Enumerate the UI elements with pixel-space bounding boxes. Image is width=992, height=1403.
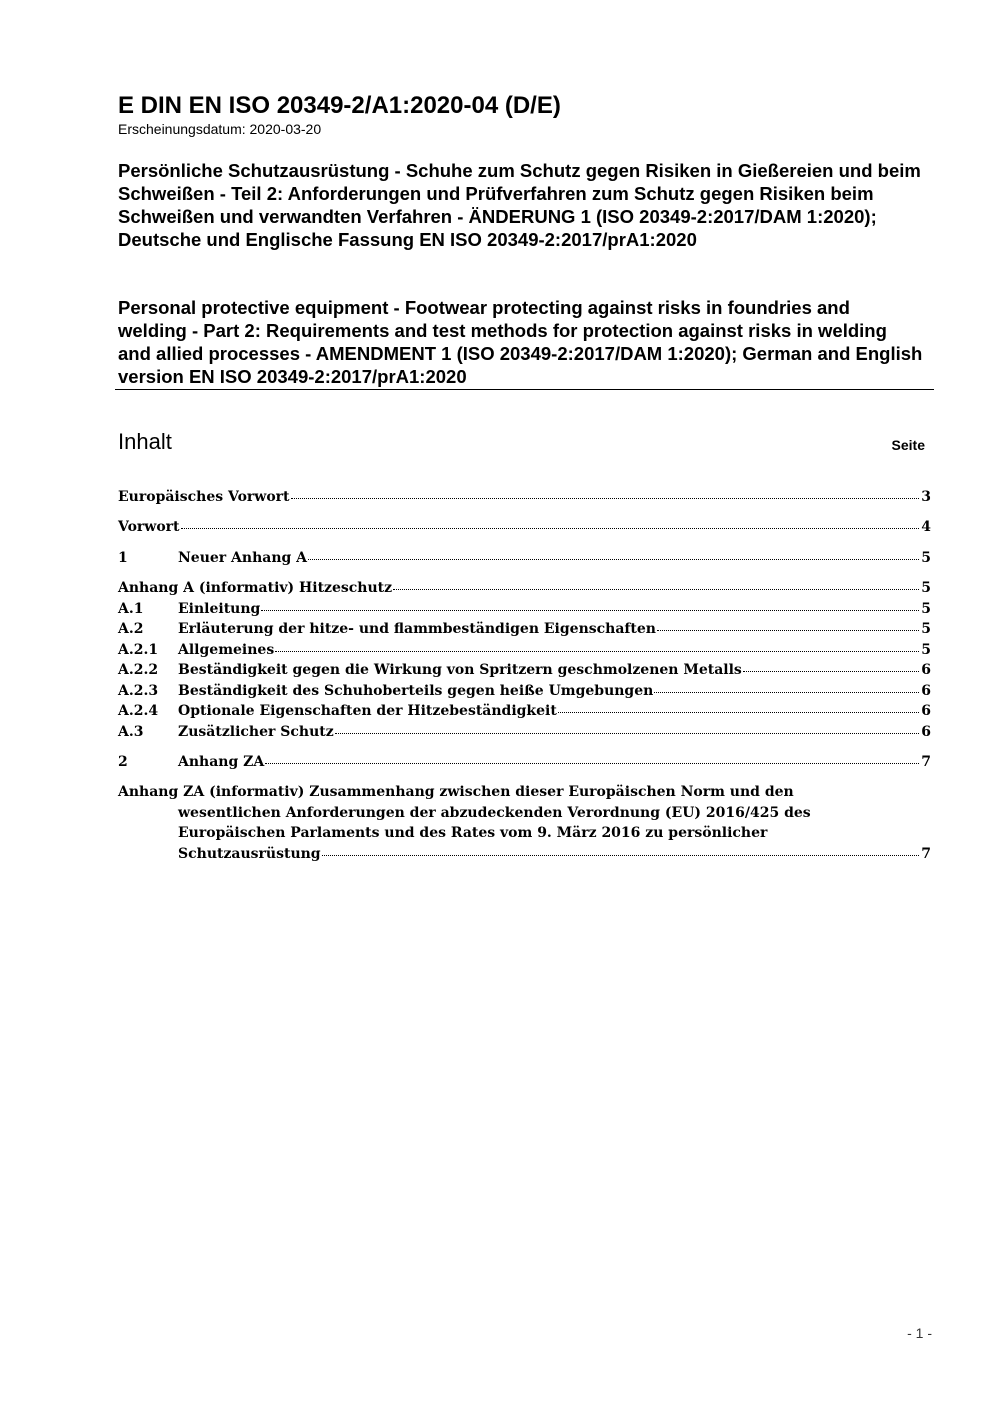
toc-entry[interactable] — [118, 752, 931, 772]
toc-entry-page: 5 — [921, 642, 931, 658]
toc-page-label: Seite — [891, 437, 925, 453]
toc-entry-title: Europäisches Vorwort — [118, 489, 290, 505]
toc-entry[interactable] — [118, 548, 931, 568]
toc-entry-page: 4 — [921, 519, 931, 535]
toc-heading: Inhalt — [118, 429, 172, 454]
title-german: Persönliche Schutzausrüstung - Schuhe zum Schutz gegen Risiken in Gießereien und beim Schweißen - Teil 2: Anforderungen und Prüfverfahren zum Schutz gegen Risiken beim Schweißen und verwandten Verfahren - ÄNDERUNG 1 (ISO 20349-2:2017/DAM 1:2020); Deutsche und Englische Fassung EN ISO 20349-2:2017/prA1:2020 — [118, 160, 921, 250]
toc-entry-title: Beständigkeit gegen die Wirkung von Spritzern geschmolzenen Metalls — [178, 662, 742, 678]
toc-entry[interactable] — [118, 487, 931, 507]
toc-leader — [291, 497, 920, 499]
toc-leader — [335, 732, 920, 734]
toc-leader — [393, 588, 919, 590]
toc-annex-za-line: Schutzausrüstung — [178, 845, 321, 862]
toc-entry[interactable] — [118, 517, 931, 537]
toc-entry-title: Allgemeines — [178, 642, 275, 658]
toc-leader — [265, 762, 919, 764]
toc-entry-number: A.1 — [118, 601, 144, 617]
toc-entry[interactable] — [118, 660, 931, 680]
toc-entry-title: Neuer Anhang A — [178, 550, 308, 566]
toc-leader — [308, 558, 919, 560]
toc-annex-za-line: Europäischen Parlaments und des Rates vom 9. März 2016 zu persönlicher — [178, 825, 768, 841]
toc-entry-page: 5 — [921, 601, 931, 617]
title-divider — [115, 389, 934, 390]
toc-entry-number: 1 — [118, 550, 128, 566]
document-id: E DIN EN ISO 20349-2/A1:2020-04 (D/E) — [118, 92, 561, 119]
toc-entry-page: 5 — [921, 580, 931, 596]
toc-leader — [657, 629, 919, 631]
toc-entry-title: Vorwort — [118, 519, 180, 535]
toc-leader — [743, 670, 919, 672]
toc-entry[interactable] — [118, 681, 931, 701]
toc-entry-title: Einleitung — [178, 601, 261, 617]
toc-entry[interactable] — [118, 599, 931, 619]
toc-entry-title: Anhang ZA — [178, 754, 265, 770]
toc-entry-number: A.2.2 — [118, 662, 159, 678]
toc-annex-za-line: Anhang ZA (informativ) Zusammenhang zwischen dieser Europäischen Norm und den — [118, 784, 794, 800]
toc-leader — [322, 854, 920, 856]
toc-entry-title: Zusätzlicher Schutz — [178, 724, 334, 740]
toc-entry-page: 5 — [921, 621, 931, 637]
toc-entry-number: A.2.1 — [118, 642, 159, 658]
toc-entry-title: Erläuterung der hitze- und flammbeständigen Eigenschaften — [178, 621, 656, 637]
publication-date: Erscheinungsdatum: 2020-03-20 — [118, 121, 322, 137]
toc-entry-number: A.3 — [118, 724, 144, 740]
toc-entry-page: 6 — [921, 724, 931, 740]
toc-entry-page: 6 — [921, 662, 931, 678]
toc-leader — [275, 650, 919, 652]
toc-entry-page: 7 — [921, 845, 931, 862]
toc-entry[interactable] — [118, 578, 931, 598]
toc-entry[interactable] — [118, 701, 931, 721]
toc-entry-number: A.2 — [118, 621, 144, 637]
toc-entry-title: Anhang A (informativ) Hitzeschutz — [118, 580, 393, 596]
toc-entry-page: 5 — [921, 550, 931, 566]
toc-entry-number: A.2.3 — [118, 683, 159, 699]
toc-entry-number: 2 — [118, 754, 128, 770]
toc-entry-annex-za[interactable] — [118, 782, 931, 864]
toc-annex-za-line: wesentlichen Anforderungen der abzudeckenden Verordnung (EU) 2016/425 des — [178, 804, 811, 821]
toc-entry[interactable] — [118, 640, 931, 660]
toc-entry-title: Beständigkeit des Schuhoberteils gegen heiße Umgebungen — [178, 683, 654, 699]
footer-page-number: - 1 - — [907, 1325, 932, 1341]
toc-entry-page: 7 — [921, 754, 931, 770]
toc-entry[interactable] — [118, 619, 931, 639]
toc-entry[interactable] — [118, 722, 931, 742]
toc-leader — [181, 527, 920, 529]
toc-entry-number: A.2.4 — [118, 703, 159, 719]
toc-entry-title: Optionale Eigenschaften der Hitzebeständigkeit — [178, 703, 557, 719]
toc-leader — [654, 691, 919, 693]
toc-entry-page: 6 — [921, 683, 931, 699]
toc-leader — [261, 609, 919, 611]
toc-entry-page: 3 — [921, 489, 931, 505]
toc-annex-za-last-line — [118, 844, 931, 865]
toc-leader — [558, 711, 919, 713]
toc-entry-page: 6 — [921, 703, 931, 719]
title-english: Personal protective equipment - Footwear protecting against risks in foundries and welding - Part 2: Requirements and test methods for protection against risks in welding and allied processes - AMENDMENT 1 (ISO 20349-2:2017/DAM 1:2020); German and English version EN ISO 20349-2:2017/prA1:2020 — [118, 297, 923, 387]
